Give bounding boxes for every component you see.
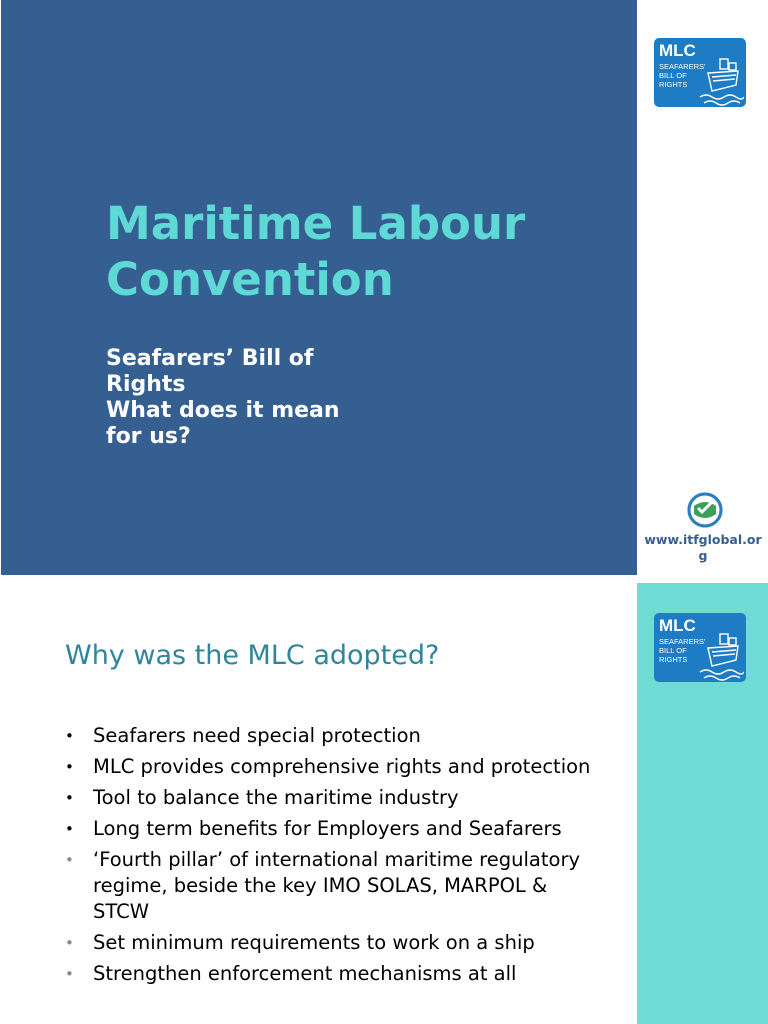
slide-2	[0, 576, 768, 1024]
mlc-logo	[654, 38, 746, 107]
ship-icon	[698, 55, 744, 107]
subtitle-line-4: for us?	[106, 424, 191, 449]
ship-icon	[698, 630, 744, 682]
itf-globe-icon	[687, 492, 723, 528]
itf-url-link[interactable]: www.itfglobal.org	[644, 532, 762, 563]
bullet-icon: •	[65, 820, 74, 838]
list-item	[65, 754, 605, 780]
bullet-icon: •	[65, 727, 74, 745]
list-item	[65, 930, 605, 956]
list-item	[65, 961, 605, 987]
slide-title-line-2: Convention	[106, 253, 394, 306]
slide-subtitle	[106, 346, 406, 450]
slide-title-line-1: Maritime Labour	[106, 197, 526, 250]
bullet-list	[65, 723, 605, 992]
list-item	[65, 785, 605, 811]
logo-line-2: BILL OF	[659, 71, 687, 80]
title-panel	[1, 0, 637, 575]
logo-mlc-text: MLC	[659, 41, 696, 60]
logo-mlc-text: MLC	[659, 616, 696, 635]
list-item	[65, 847, 605, 925]
logo-line-1: SEAFARERS'	[659, 637, 706, 646]
list-item	[65, 816, 605, 842]
list-item-text: MLC provides comprehensive rights and protection	[93, 755, 591, 778]
subtitle-line-2: Rights	[106, 372, 186, 397]
list-item-text: Long term benefits for Employers and Seafarers	[93, 817, 562, 840]
logo-line-3: RIGHTS	[659, 655, 688, 664]
slide-title	[106, 196, 606, 308]
mlc-logo	[654, 613, 746, 682]
list-item-text: Tool to balance the maritime industry	[93, 786, 459, 809]
slide-heading: Why was the MLC adopted?	[65, 640, 440, 671]
logo-line-3: RIGHTS	[659, 80, 688, 89]
bullet-icon: •	[65, 789, 74, 807]
bullet-icon: •	[65, 934, 74, 952]
list-item-text: Seafarers need special protection	[93, 724, 421, 747]
logo-line-1: SEAFARERS'	[659, 62, 706, 71]
list-item-text: ‘Fourth pillar’ of international maritime regulatory regime, beside the key IMO SOLAS, MARPOL & STCW	[93, 848, 580, 923]
list-item	[65, 723, 605, 749]
logo-line-2: BILL OF	[659, 646, 687, 655]
bullet-icon: •	[65, 965, 74, 983]
subtitle-line-1: Seafarers’ Bill of	[106, 346, 314, 371]
list-item-text: Set minimum requirements to work on a ship	[93, 931, 535, 954]
list-item-text: Strengthen enforcement mechanisms at all	[93, 962, 517, 985]
subtitle-line-3: What does it mean	[106, 398, 340, 423]
bullet-icon: •	[65, 851, 74, 869]
bullet-icon: •	[65, 758, 74, 776]
